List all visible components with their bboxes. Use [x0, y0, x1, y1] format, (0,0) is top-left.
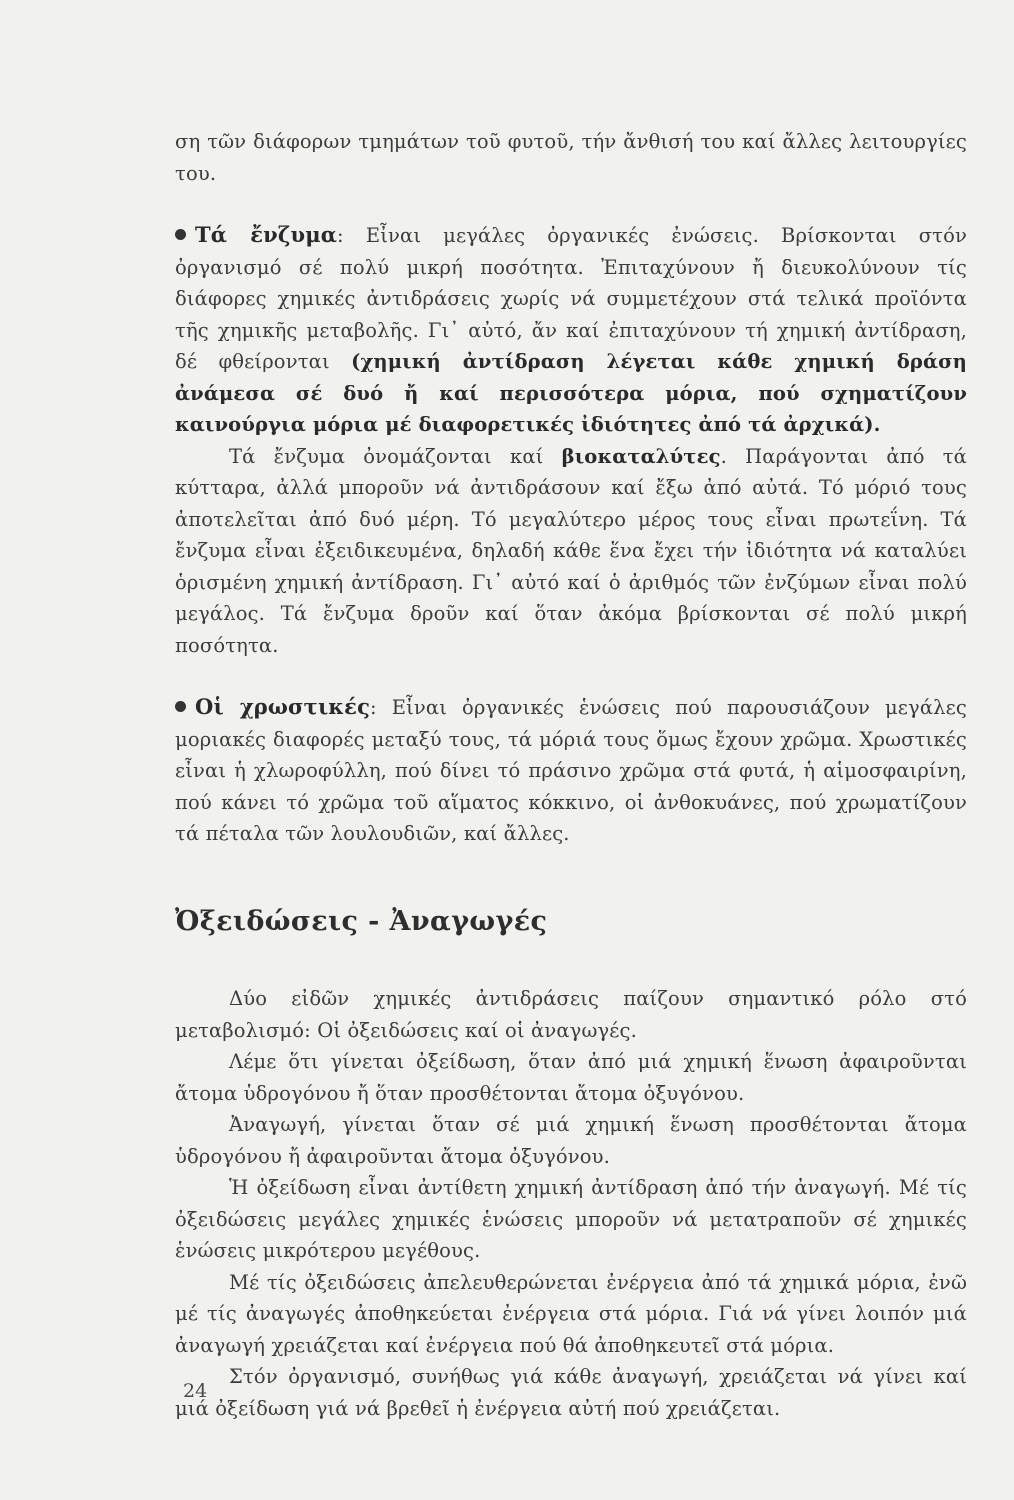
section-paragraph: Ἀναγωγή, γίνεται ὅταν σέ μιά χημική ἕνωση προσθέτονται ἄτομα ὑδρογόνου ἤ ἀφαιροῦνται ἄτομα ὀξυγόνου. [175, 1113, 967, 1168]
bullet-icon [175, 701, 186, 712]
enzymes-term: Τά ἔνζυμα [195, 222, 338, 247]
section-paragraph: Μέ τίς ὀξειδώσεις ἀπελευθερώνεται ἐνέργεια ἀπό τά χημικά μόρια, ἐνῶ μέ τίς ἀναγωγές ἀποθηκεύεται ἐνέργεια στά μόρια. Γιά νά γίνει λοιπόν μιά ἀναγωγή χρειάζεται καί ἐνέργεια πού θά ἀποθηκευτεῖ στά μόρια. [175, 1270, 967, 1357]
enzymes-p2-post: . Παράγονται ἀπό τά κύτταρα, ἀλλά μποροῦν νά ἀντιδράσουν καί ἔξω ἀπό αὐτά. Τό μόριό τους ἀποτελεῖται ἀπό δυό μέρη. Τό μεγαλύτερο μέρος τους εἶναι πρωτεΐνη. Τά ἔνζυμα εἶναι ἐξειδικευμένα, δηλαδή κάθε ἕνα ἔχει τήν ἰδιότητα νά καταλύει ὁρισμένη χημική ἀντίδραση. Γι᾽ αὐτό καί ὁ ἀριθμός τῶν ἐνζύμων εἶναι πολύ μεγάλος. Τά ἔνζυμα δροῦν καί ὅταν ἀκόμα βρίσκονται σέ πολύ μικρή ποσότητα. [175, 444, 967, 657]
continuation-paragraph: ση τῶν διάφορων τμημάτων τοῦ φυτοῦ, τήν ἄνθισή του καί ἄλλες λειτουργίες του. [175, 130, 967, 185]
chemical-reaction-definition: (χημική ἀντίδραση λέγεται κάθε χημική δράση ἀνάμεσα σέ δυό ἤ καί περισσότερα μόρια, πού σχηματίζουν καινούργια μόρια μέ διαφορετικές ἰδιότητες ἀπό τά ἀρχικά). [175, 350, 967, 436]
enzymes-p2-pre: Τά ἔνζυμα ὀνομάζονται καί [229, 444, 562, 468]
enzymes-text: Εἶναι μεγάλες ὀργανικές ἐνώσεις. Βρίσκονται στόν ὀργανισμό σέ πολύ μικρή ποσότητα. Ἐπιταχύνουν ἤ διευκολύνουν τίς διάφορες χημικές ἀντιδράσεις χωρίς νά συμμετέχουν στά τελικά προϊόντα τῆς χημικῆς μεταβολῆς. Γι᾽ αὐτό, ἄν καί ἐπιταχύνουν τή χημική ἀντίδραση, δέ φθείρονται [175, 224, 968, 373]
section-paragraph: Δύο εἰδῶν χημικές ἀντιδράσεις παίζουν σημαντικό ρόλο στό μεταβολισμό: Οἱ ὀξειδώσεις καί οἱ ἀναγωγές. [175, 987, 967, 1042]
section-paragraph: Στόν ὀργανισμό, συνήθως γιά κάθε ἀναγωγή, χρειάζεται νά γίνει καί μιά ὀξείδωση γιά νά βρεθεῖ ἡ ἐνέργεια αὐτή πού χρειάζεται. [175, 1365, 967, 1420]
enzymes-paragraph-2 [175, 441, 967, 662]
pigments-term: Οἱ χρωστικές [195, 694, 371, 719]
enzymes-separator: : [337, 224, 366, 247]
page-number: 24 [183, 1380, 208, 1402]
pigments-paragraph [175, 691, 967, 850]
biocatalysts-term: βιοκαταλύτες [561, 444, 721, 468]
page-body [175, 126, 967, 1424]
pigments-separator: : [370, 696, 392, 719]
bullet-icon [175, 229, 186, 240]
section-paragraph: Ἡ ὀξείδωση εἶναι ἀντίθετη χημική ἀντίδραση ἀπό τήν ἀναγωγή. Μέ τίς ὀξειδώσεις μεγάλες χημικές ἑνώσεις μποροῦν νά μετατραποῦν σέ χημικές ἑνώσεις μικρότερου μεγέθους. [175, 1176, 967, 1262]
section-heading: Ὀξειδώσεις - Ἀναγωγές [175, 905, 548, 937]
section-paragraph: Λέμε ὅτι γίνεται ὀξείδωση, ὅταν ἀπό μιά χημική ἕνωση ἀφαιροῦνται ἄτομα ὑδρογόνου ἤ ὅταν προσθέτονται ἄτομα ὀξυγόνου. [175, 1050, 967, 1105]
pigments-text: Εἶναι ὀργανικές ἑνώσεις πού παρουσιάζουν μεγάλες μοριακές διαφορές μεταξύ τους, τά μόριά τους ὅμως ἔχουν χρῶμα. Χρωστικές εἶναι ἡ χλωροφύλλη, πού δίνει τό πράσινο χρῶμα στά φυτά, ἡ αἱμοσφαιρίνη, πού κάνει τό χρῶμα τοῦ αἵματος κόκκινο, οἱ ἀνθοκυάνες, πού χρωματίζουν τά πέταλα τῶν λουλουδιῶν, καί ἄλλες. [175, 696, 967, 845]
enzymes-paragraph [175, 219, 967, 441]
